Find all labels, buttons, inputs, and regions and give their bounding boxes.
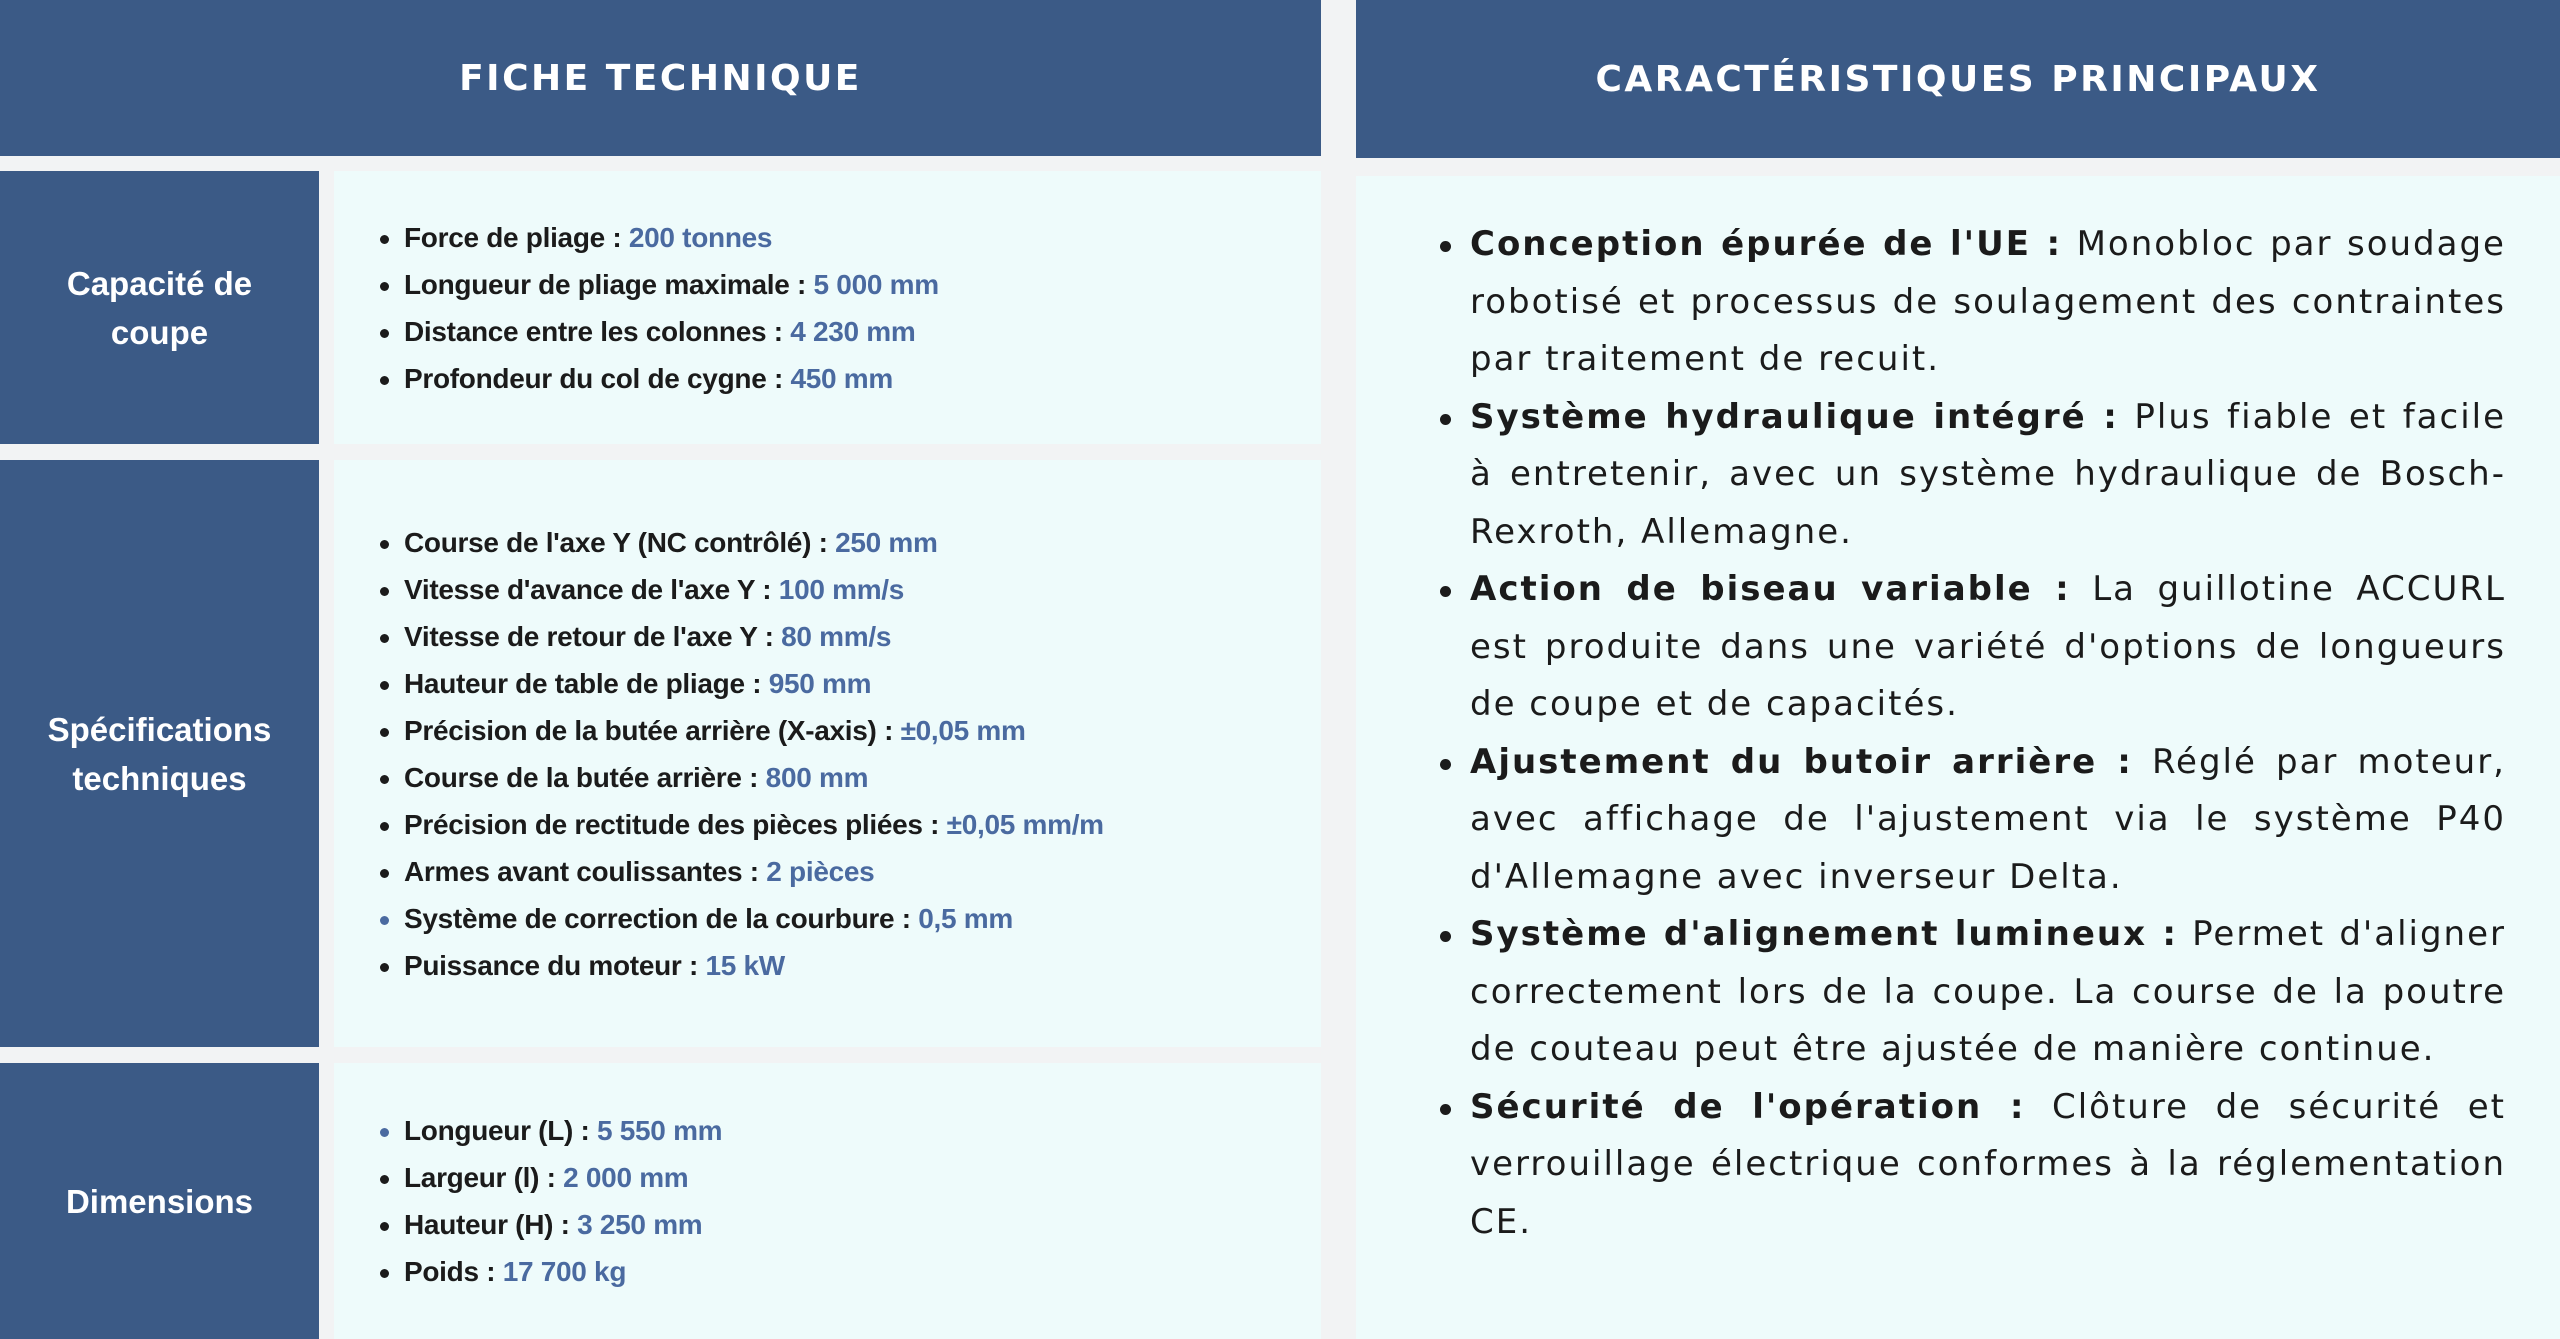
feature-title: Système d'alignement lumineux : (1470, 914, 2178, 954)
spec-key: Précision de rectitude des pièces pliées : (404, 808, 940, 840)
spec-item (380, 848, 1104, 895)
spec-item (380, 660, 1104, 707)
spec-key: Distance entre les colonnes : (404, 315, 783, 347)
spec-item (380, 707, 1104, 754)
spec-item (380, 1154, 722, 1201)
spec-value: 250 mm (835, 526, 938, 558)
features-panel (1356, 176, 2560, 1339)
spec-value: 80 mm/s (781, 620, 892, 652)
feature-title: Système hydraulique intégré : (1470, 396, 2119, 437)
spec-item (380, 355, 939, 402)
spec-value: ±0,05 mm (900, 714, 1026, 746)
feature-item (1440, 906, 2506, 1079)
section-label-text: Capacité de coupe (66, 264, 253, 351)
feature-text: Réglé par moteur, avec affichage de l'ajustement via le système P40 d'Allemagne avec inverseur Delta. (1470, 741, 2506, 897)
spec-item (380, 214, 939, 261)
section-content-specifications (334, 460, 1321, 1047)
spec-key: Vitesse de retour de l'axe Y : (404, 620, 774, 652)
spec-value: 800 mm (765, 761, 869, 793)
spec-key: Armes avant coulissantes : (404, 855, 759, 887)
spec-item (380, 942, 1104, 989)
spec-list (334, 519, 1104, 989)
section-label-specifications (0, 460, 319, 1047)
fiche-technique-header (0, 0, 1321, 156)
spec-key: Course de la butée arrière : (404, 761, 759, 793)
spec-value: 450 mm (790, 362, 893, 394)
spec-key: Force de pliage : (404, 221, 622, 253)
spec-value: 4 230 mm (790, 315, 916, 347)
feature-text: La guillotine ACCURL est produite dans une variété d'options de longueurs de coupe et de capacités. (1470, 569, 2506, 724)
feature-text: Monobloc par soudage robotisé et processus de soulagement des contraintes par traitement de recuit. (1470, 224, 2506, 379)
spec-value: 2 000 mm (563, 1162, 689, 1193)
spec-item (380, 1248, 722, 1295)
section-label-dimensions (0, 1063, 319, 1339)
spec-list (334, 214, 939, 402)
feature-text: Plus fiable et facile à entretenir, avec un système hydraulique de Bosch-Rexroth, Allemagne. (1470, 396, 2507, 552)
spec-key: Système de correction de la courbure : (404, 902, 911, 934)
spec-key: Hauteur de table de pliage : (404, 667, 762, 699)
spec-item (380, 613, 1104, 660)
spec-item (380, 754, 1104, 801)
section-content-capacite (334, 171, 1321, 444)
spec-key: Puissance du moteur : (404, 949, 698, 981)
spec-key: Longueur de pliage maximale : (404, 268, 807, 300)
feature-item (1440, 561, 2506, 734)
spec-item (380, 308, 939, 355)
spec-item (380, 801, 1104, 848)
feature-title: Sécurité de l'opération : (1470, 1086, 2026, 1127)
feature-title: Ajustement du butoir arrière : (1470, 741, 2133, 782)
spec-key: Précision de la butée arrière (X-axis) : (404, 714, 894, 746)
spec-item (380, 1201, 722, 1248)
spec-key: Vitesse d'avance de l'axe Y : (404, 573, 772, 605)
spec-value: 200 tonnes (628, 221, 773, 253)
feature-item (1440, 1079, 2506, 1252)
spec-value: 100 mm/s (778, 573, 905, 605)
spec-value: 5 000 mm (813, 268, 939, 300)
spec-list (334, 1107, 722, 1295)
spec-key: Hauteur (H) : (404, 1209, 570, 1240)
fiche-technique-title: FICHE TECHNIQUE (459, 57, 862, 99)
spec-value: 5 550 mm (597, 1115, 723, 1146)
spec-value: 15 kW (705, 949, 785, 981)
section-content-dimensions (334, 1063, 1321, 1339)
spec-value: 17 700 kg (502, 1256, 627, 1287)
section-label-capacite (0, 171, 319, 444)
caracteristiques-title: CARACTÉRISTIQUES PRINCIPAUX (1595, 58, 2321, 100)
spec-key: Poids : (404, 1256, 496, 1287)
spec-value: ±0,05 mm/m (946, 808, 1104, 840)
caracteristiques-header (1356, 0, 2560, 158)
spec-value: 950 mm (768, 667, 872, 699)
spec-value: 0,5 mm (918, 902, 1013, 934)
spec-item (380, 1107, 722, 1154)
spec-item (380, 519, 1104, 566)
spec-item (380, 261, 939, 308)
feature-title: Conception épurée de l'UE : (1470, 224, 2063, 264)
feature-list (1440, 216, 2506, 1251)
spec-key: Profondeur du col de cygne : (404, 362, 783, 394)
spec-key: Longueur (L) : (404, 1115, 590, 1146)
section-label-text: Dimensions (65, 1182, 254, 1220)
feature-text: Clôture de sécurité et verrouillage électrique conformes à la réglementation CE. (1470, 1086, 2506, 1242)
feature-item (1440, 389, 2506, 562)
section-label-text: Spécifications techniques (47, 710, 272, 797)
feature-item (1440, 216, 2506, 389)
feature-item (1440, 734, 2506, 907)
spec-item (380, 895, 1104, 942)
spec-value: 3 250 mm (577, 1209, 703, 1240)
feature-title: Action de biseau variable : (1470, 569, 2071, 609)
spec-value: 2 pièces (766, 855, 875, 887)
spec-key: Course de l'axe Y (NC contrôlé) : (404, 526, 828, 558)
spec-item (380, 566, 1104, 613)
spec-key: Largeur (l) : (404, 1162, 556, 1193)
feature-text: Permet d'aligner correctement lors de la coupe. La course de la poutre de couteau peut être ajustée de manière continue. (1470, 914, 2507, 1069)
